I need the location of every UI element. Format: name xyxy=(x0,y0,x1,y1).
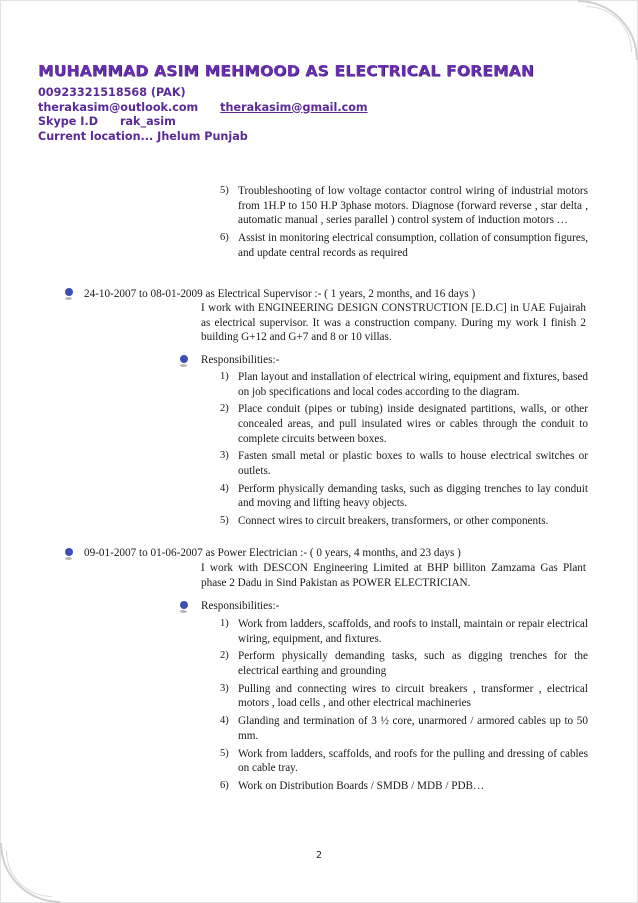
skype-label: Skype I.D xyxy=(38,115,98,128)
job1-description: I work with ENGINEERING DESIGN CONSTRUCTION [E.D.C] in UAE Fujairah as electrical supervisor. It was a construction company. During my work I finish 2 building G+12 and G+7 and 8 or 10 villas. xyxy=(201,302,586,344)
job2-heading: 09-01-2007 to 01-06-2007 as Power Electrician :- ( 0 years, 4 months, and 23 days ) xyxy=(84,547,461,559)
page-number: 2 xyxy=(315,850,323,861)
list-item-text: Perform physically demanding tasks, such as digging trenches to lay conduit and moving and lifting heavy objects. xyxy=(238,482,588,510)
continued-duties-list xyxy=(220,184,588,263)
name-title: MUHAMMAD ASIM MEHMOOD AS ELECTRICAL FOREMAN xyxy=(38,62,535,80)
job2-list xyxy=(220,617,588,793)
list-item-text: Troubleshooting of low voltage contactor control wiring of industrial motors from 1H.P to 150 H.P 3phase motors. Diagnose (forward reverse , star delta , automatic manual , series parallel ) control system of induction motors … xyxy=(238,185,588,227)
job1-responsibilities xyxy=(220,370,588,532)
list-item xyxy=(220,482,588,511)
email-outlook-link[interactable]: therakasim@outlook.com xyxy=(38,100,199,114)
job1-list xyxy=(220,370,588,529)
list-item xyxy=(220,514,588,529)
bullet-icon xyxy=(178,601,190,615)
list-item-number: 5) xyxy=(220,515,229,527)
list-item-text: Work from ladders, scaffolds, and roofs for the pulling and dressing of cables on cable tray. xyxy=(238,747,588,775)
list-item-number: 5) xyxy=(220,747,229,759)
list-item xyxy=(220,617,588,646)
skype-id: rak_asim xyxy=(119,115,176,128)
contact-block xyxy=(38,86,618,144)
list-item xyxy=(220,682,588,711)
list-item-number: 6) xyxy=(220,779,229,791)
list-item xyxy=(220,779,588,794)
list-item-text: Place conduit (pipes or tubing) inside designated partitions, walls, or other concealed areas, and pull insulated wires or cables through the conduit to complete circuits between boxes. xyxy=(238,403,588,445)
list-item-number: 4) xyxy=(220,715,229,727)
resume-header xyxy=(38,62,618,144)
list-item-text: Fasten small metal or plastic boxes to walls to house electrical switches or outlets. xyxy=(238,450,588,477)
job1-heading: 24-10-2007 to 08-01-2009 as Electrical Supervisor :- ( 1 years, 2 months, and 16 days ) xyxy=(84,288,476,300)
phone-number: 00923321518568 (PAK) xyxy=(38,86,186,99)
top-list xyxy=(220,184,588,260)
bullet-icon xyxy=(63,288,75,302)
list-item-number: 2) xyxy=(220,650,229,662)
list-item xyxy=(220,747,588,776)
list-item xyxy=(220,714,588,743)
list-item xyxy=(220,184,588,228)
list-item-text: Pulling and connecting wires to circuit breakers , transformer , electrical motors , load cells , and other electrical machineries xyxy=(238,682,588,710)
list-item-number: 3) xyxy=(220,450,229,462)
list-item xyxy=(220,649,588,678)
list-item-number: 6) xyxy=(220,231,229,243)
list-item-text: Assist in monitoring electrical consumption, collation of consumption figures, and update central records as required xyxy=(238,231,588,259)
list-item-number: 2) xyxy=(220,403,229,415)
list-item-number: 3) xyxy=(220,682,229,694)
list-item-text: Work on Distribution Boards / SMDB / MDB / PDB… xyxy=(238,779,485,792)
job1-responsibilities-label: Responsibilities:- xyxy=(201,354,280,366)
email-gmail-link[interactable]: therakasim@gmail.com xyxy=(220,100,368,114)
job2-responsibilities-label: Responsibilities:- xyxy=(201,600,280,612)
current-location: Current location... Jhelum Punjab xyxy=(38,129,248,143)
list-item xyxy=(220,449,588,478)
skype-line xyxy=(38,115,618,130)
list-item-text: Glanding and termination of 3 ½ core, unarmored / armored cables up to 50 mm. xyxy=(238,715,588,742)
list-item-number: 5) xyxy=(220,185,229,196)
list-item xyxy=(220,402,588,446)
list-item xyxy=(220,370,588,399)
job2-responsibilities xyxy=(220,617,588,797)
email-line xyxy=(38,101,618,116)
list-item-number: 1) xyxy=(220,618,229,629)
job2-description: I work with DESCON Engineering Limited at BHP billiton Zamzama Gas Plant phase 2 Dadu in Sind Pakistan as POWER ELECTRICIAN. xyxy=(201,562,586,589)
list-item-text: Connect wires to circuit breakers, transformers, or other components. xyxy=(238,515,549,528)
list-item-text: Work from ladders, scaffolds, and roofs to install, maintain or repair electrical wiring, equipment, and fixtures. xyxy=(238,618,588,645)
list-item-number: 1) xyxy=(220,371,229,382)
bullet-icon xyxy=(178,355,190,369)
list-item-text: Plan layout and installation of electrical wiring, equipment and fixtures, based on job specifications and local codes according to the diagram. xyxy=(238,371,588,398)
list-item xyxy=(220,231,588,260)
list-item-number: 4) xyxy=(220,482,229,494)
list-item-text: Perform physically demanding tasks, such as digging trenches for the electrical earthing and grounding xyxy=(238,650,588,677)
bullet-icon xyxy=(63,548,75,562)
